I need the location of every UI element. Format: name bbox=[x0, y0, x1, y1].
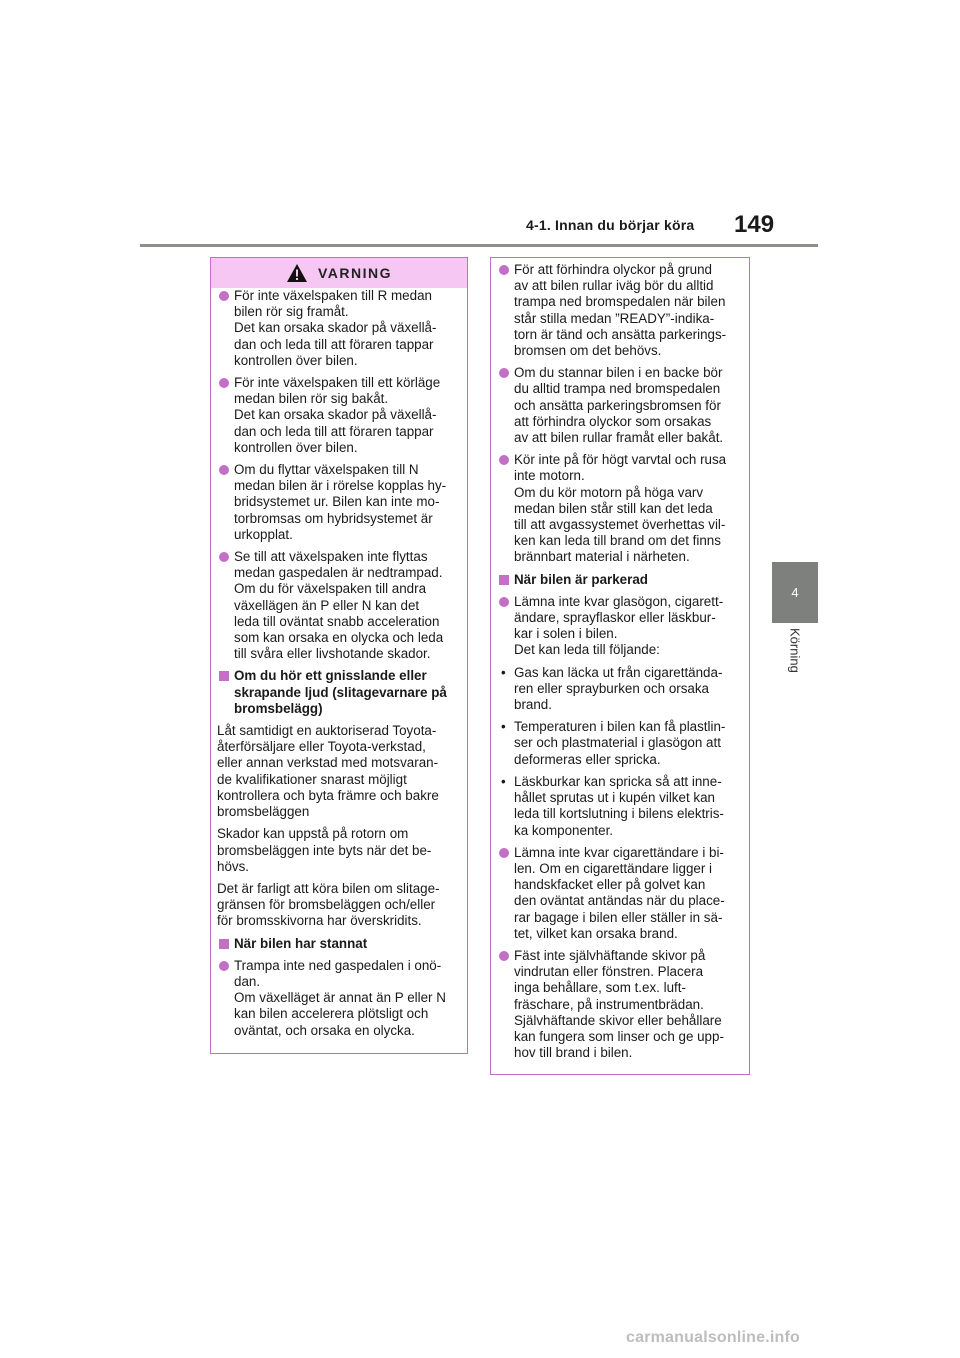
bullet-item bbox=[217, 549, 467, 662]
warning-header bbox=[211, 258, 467, 288]
bullet-text: Lämna inte kvar glasögon, cigarett- ändare, sprayflaskor eller läskbur- kar i solen i bilen. Det kan leda till följande: bbox=[514, 593, 724, 658]
round-bullet-icon bbox=[499, 951, 509, 961]
warning-box bbox=[210, 257, 468, 1054]
section-heading-text: När bilen är parkerad bbox=[514, 571, 648, 587]
small-bullet-icon: • bbox=[501, 664, 506, 680]
sub-bullet-item bbox=[497, 665, 749, 714]
sub-bullet-item bbox=[497, 774, 749, 839]
round-bullet-icon bbox=[219, 465, 229, 475]
bullet-text: För inte växelspaken till R medan bilen rör sig framåt. Det kan orsaka skador på växellå- dan och leda till att föraren tappar kontrollen över bilen. bbox=[234, 288, 437, 368]
round-bullet-icon bbox=[219, 378, 229, 388]
bullet-text: Om du stannar bilen i en backe bör du alltid trampa ned bromspedalen och ansätta parkeringsbromsen för att förhindra olyckor som orsakas av att bilen rullar framåt eller bakåt. bbox=[514, 365, 724, 446]
section-heading-text: Om du hör ett gnisslande eller skrapande ljud (slitagevarnare på bromsbelägg) bbox=[234, 668, 447, 716]
chapter-number: 4 bbox=[791, 585, 799, 600]
round-bullet-icon bbox=[499, 848, 509, 858]
warning-items bbox=[211, 288, 467, 1039]
chapter-label-text: Körning bbox=[787, 628, 803, 673]
sub-bullet-item bbox=[497, 719, 749, 768]
header-rule bbox=[140, 244, 818, 247]
watermark: carmanualsonline.info bbox=[626, 1329, 801, 1346]
chapter-tab[interactable] bbox=[772, 562, 818, 623]
bullet-text: Fäst inte självhäftande skivor på vindrutan eller fönstren. Placera inga behållare, som t.ex. luft- fräschare, på instrumentbrädan. Självhäftande skivor eller behållare kan fungera som linser och ge upp- hov till brand i bilen. bbox=[514, 947, 724, 1061]
bullet-item bbox=[497, 845, 749, 942]
square-bullet-icon bbox=[219, 671, 229, 681]
bullet-text: Se till att växelspaken inte flyttas medan gaspedalen är nedtrampad. Om du för växelspaken till andra växellägen än P eller N kan det leda till oväntat snabb acceleration som kan orsaka en olycka och leda till svåra eller livshotande skador. bbox=[234, 549, 444, 662]
bullet-text: Om du flyttar växelspaken till N medan bilen är i rörelse kopplas hy- bridsystemet ur. Bilen kan inte mo- torbromsas om hybridsystemet är urkopplat. bbox=[234, 462, 447, 542]
sub-bullet-text: Läskburkar kan spricka så att inne- hållet sprutas ut i kupén vilket kan leda till kortslutning i bilens elektris- ka komponenter. bbox=[514, 773, 724, 838]
bullet-item bbox=[217, 958, 467, 1039]
bullet-text: För inte växelspaken till ett körläge medan bilen rör sig bakåt. Det kan orsaka skador på växellå- dan och leda till att föraren tappar kontrollen över bilen. bbox=[234, 375, 441, 455]
paragraph-text: Skador kan uppstå på rotorn om bromsbeläggen inte byts när det be- hövs. bbox=[217, 826, 432, 874]
bullet-text: För att förhindra olyckor på grund av att bilen rullar iväg bör du alltid trampa ned bromspedalen när bilen står stilla medan ”READY”-indika- torn är tänd och ansätta parkerings- bromsen om det behövs. bbox=[514, 262, 727, 359]
warning-title: VARNING bbox=[317, 265, 393, 281]
sub-bullet-text: Temperaturen i bilen kan få plastlin- ser och plastmaterial i glasögon att deformeras eller spricka. bbox=[514, 719, 726, 767]
bullet-item bbox=[217, 375, 467, 456]
round-bullet-icon bbox=[219, 552, 229, 562]
bullet-item bbox=[497, 262, 749, 359]
section-title: 4-1. Innan du börjar köra bbox=[526, 217, 695, 233]
paragraph-text: Låt samtidigt en auktoriserad Toyota- återförsäljare eller Toyota-verkstad, eller annan verkstad med motsvaran- de kvalifikationer snarast möjligt kontrollera och byta främre och bakre bromsbeläggen bbox=[217, 723, 439, 820]
paragraph bbox=[217, 723, 467, 820]
bullet-item bbox=[497, 948, 749, 1061]
section-heading bbox=[217, 936, 467, 952]
page-number: 149 bbox=[734, 211, 775, 238]
sub-bullet-text: Gas kan läcka ut från cigarettända- ren eller sprayburken och orsaka brand. bbox=[514, 664, 723, 713]
paragraph-text: Det är farligt att köra bilen om slitage- gränsen för bromsbeläggen och/eller för bromsskivorna har överskridits. bbox=[217, 880, 440, 929]
warning-triangle-icon bbox=[286, 263, 308, 283]
continued-items bbox=[491, 262, 749, 1061]
paragraph bbox=[217, 881, 467, 930]
bullet-text: Kör inte på för högt varvtal och rusa inte motorn. Om du kör motorn på höga varv medan bilen står still kan det leda till att avgassystemet överhettas vil- ken kan leda till brand om det finns brännbart material i närheten. bbox=[514, 452, 727, 565]
section-heading-text: När bilen har stannat bbox=[234, 935, 368, 951]
section-heading bbox=[497, 572, 749, 588]
bullet-text: Lämna inte kvar cigarettändare i bi- len. Om en cigarettändare ligger i handskfacket eller på golvet kan den oväntat antändas när du place- rar bagage i bilen eller ställer in sä- tet, vilket kan orsaka brand. bbox=[514, 844, 725, 941]
paragraph bbox=[217, 826, 467, 875]
square-bullet-icon bbox=[499, 575, 509, 585]
bullet-item bbox=[217, 462, 467, 543]
round-bullet-icon bbox=[499, 455, 509, 465]
chapter-label bbox=[774, 628, 816, 718]
bullet-item bbox=[497, 365, 749, 446]
round-bullet-icon bbox=[499, 597, 509, 607]
bullet-text: Trampa inte ned gaspedalen i onö- dan. Om växelläget är annat än P eller N kan bilen accelerera plötsligt och oväntat, och orsaka en olycka. bbox=[234, 957, 446, 1038]
square-bullet-icon bbox=[219, 939, 229, 949]
round-bullet-icon bbox=[219, 961, 229, 971]
small-bullet-icon: • bbox=[501, 719, 506, 735]
round-bullet-icon bbox=[219, 291, 229, 301]
small-bullet-icon: • bbox=[501, 773, 506, 789]
continued-warning-box bbox=[490, 257, 750, 1075]
bullet-item bbox=[497, 452, 749, 565]
bullet-item bbox=[217, 288, 467, 369]
bullet-item bbox=[497, 594, 749, 659]
round-bullet-icon bbox=[499, 368, 509, 378]
section-heading bbox=[217, 668, 467, 717]
round-bullet-icon bbox=[499, 265, 509, 275]
